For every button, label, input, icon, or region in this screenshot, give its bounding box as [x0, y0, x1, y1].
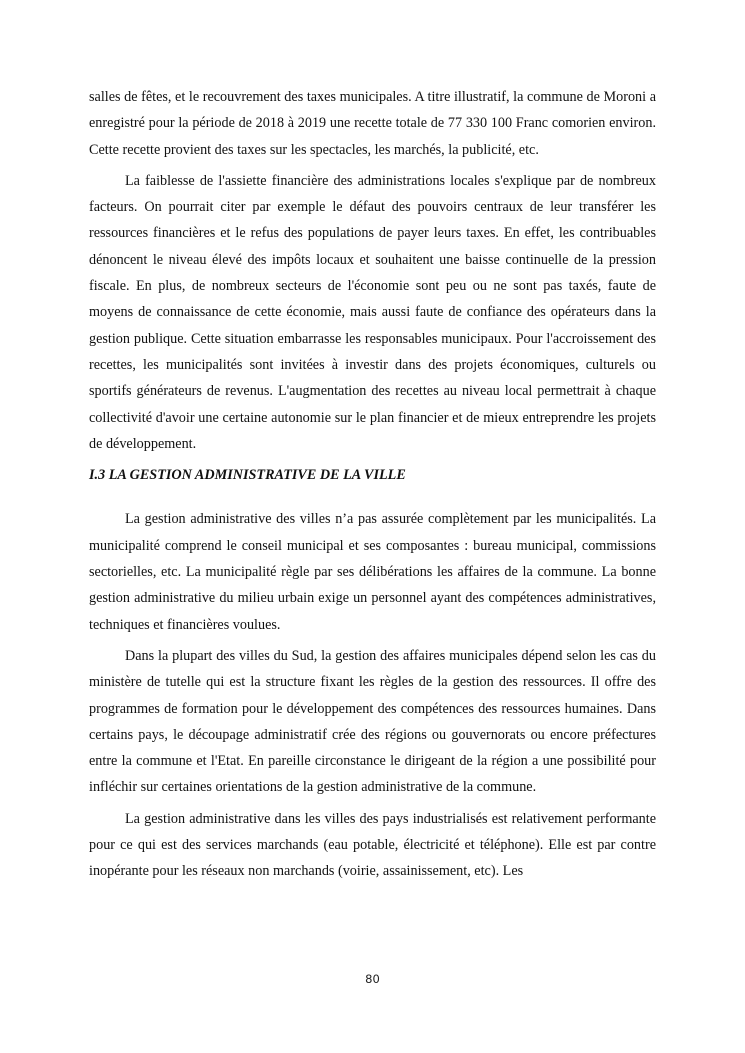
page-number: 80 [365, 972, 380, 986]
paragraph-administrative-management: La gestion administrative des villes n’a pas assurée complètement par les municipalités. La municipalité comprend le conseil municipal et ses composantes : bureau municipal, commissions sectorielles, etc. La municipalité règle par ses délibérations les affaires de la commune. La bonne gestion administrative du milieu urbain exige un personnel ayant des compétences administratives, techniques et financières voulues. [89, 511, 656, 633]
document-body [89, 84, 656, 890]
paragraph-financial-base: La faiblesse de l'assiette financière des administrations locales s'explique par de nombreux facteurs. On pourrait citer par exemple le défaut des pouvoirs centraux de leur transférer les ressources financières et le refus des populations de payer leurs taxes. En effet, les contribuables dénoncent le niveau élevé des impôts locaux et souhaitent une baisse continuelle de la pression fiscale. En plus, de nombreux secteurs de l'économie sont peu ou ne sont pas taxés, faute de moyens de connaissance de cette économie, mais aussi faute de confiance des opérateurs dans la gestion publique. Cette situation embarrasse les responsables municipaux. Pour l'accroissement des recettes, les municipalités sont invitées à investir dans des projets économiques, culturels ou sportifs générateurs de revenus. L'augmentation des recettes au niveau local permettrait à chaque collectivité d'avoir une certaine autonomie sur le plan financier et de mieux entreprendre les projets de développement. [89, 172, 656, 452]
paragraph-continuation: salles de fêtes, et le recouvrement des taxes municipales. A titre illustratif, la commune de Moroni a enregistré pour la période de 2018 à 2019 une recette totale de 77 330 100 Franc comorien environ. Cette recette provient des taxes sur les spectacles, les marchés, la publicité, etc. [89, 89, 656, 158]
paragraph-industrialized-countries: La gestion administrative dans les villes des pays industrialisés est relativement performante pour ce qui est des services marchands (eau potable, électricité et téléphone). Elle est par contre inopérante pour les réseaux non marchands (voirie, assainissement, etc). Les [89, 810, 656, 880]
paragraph-southern-cities: Dans la plupart des villes du Sud, la gestion des affaires municipales dépend selon les cas du ministère de tutelle qui est la structure fixant les règles de la gestion des ressources. Il offre des programmes de formation pour le développement des compétences des ressources humaines. Dans certains pays, le découpage administratif crée des régions ou gouvernorats ou encore préfectures entre la commune et l'Etat. En pareille circonstance le dirigeant de la région a une possibilité pour infléchir sur certaines orientations de la gestion administrative de la commune. [89, 647, 656, 796]
section-heading: I.3 LA GESTION ADMINISTRATIVE DE LA VILLE [89, 467, 406, 484]
